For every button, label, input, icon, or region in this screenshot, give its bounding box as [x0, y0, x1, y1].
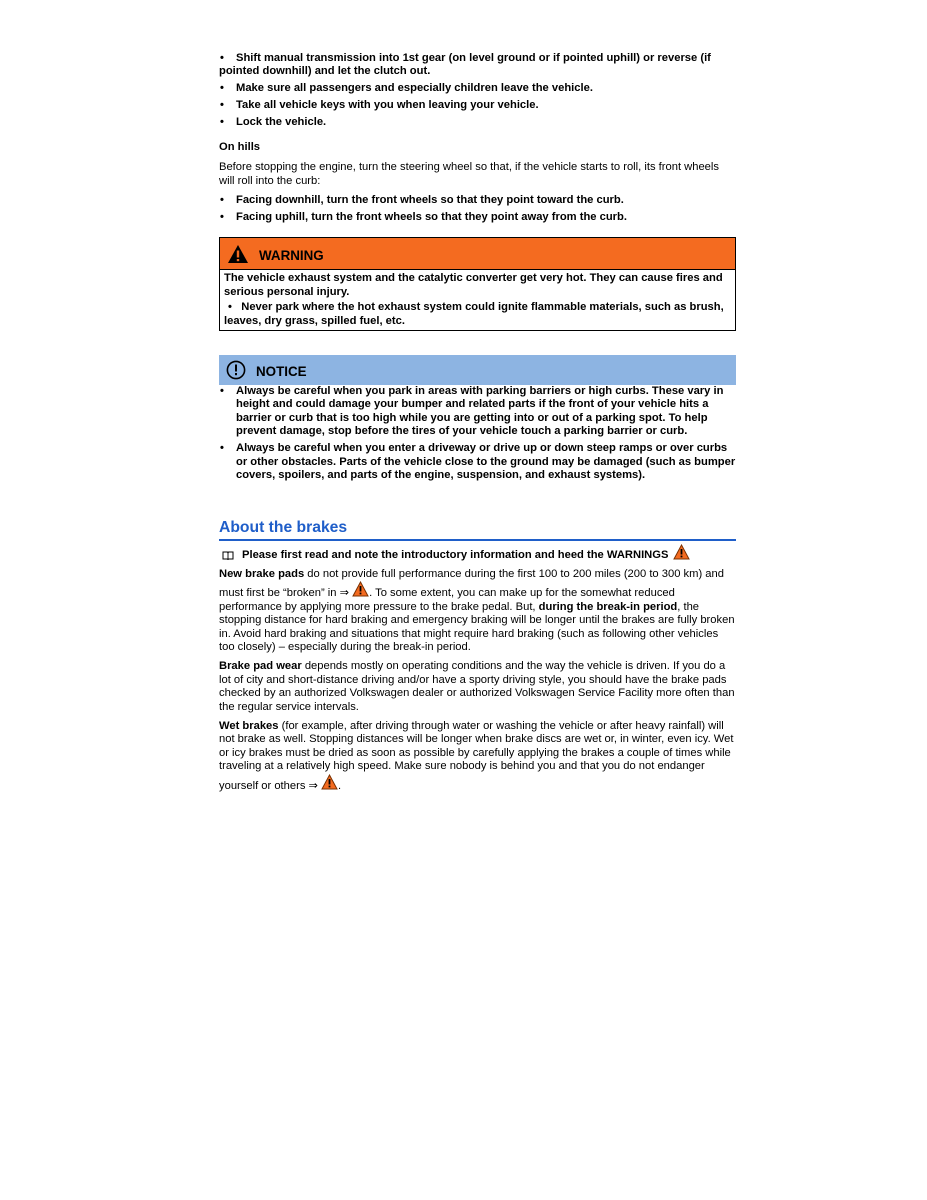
list-item: • Facing downhill, turn the front wheels so that they point toward the curb. — [219, 194, 736, 207]
warning-label: WARNING — [259, 248, 324, 264]
warning-header — [220, 238, 735, 270]
new-brake-pads-paragraph: New brake pads do not provide full performance during the first 100 to 200 miles (200 to 300 km) and must first be “broken” in ⇒ . To some extent, you can make up for the somewhat reduced performance by applying more pressure to the brake pedal. But, during the break-in period, the stopping distance for hard braking and emergency braking will be longer until the brakes are fully broken in. Avoid hard braking and situations that might require hard braking (such as following other vehicles too closely) – especially during the break-in period. — [219, 567, 735, 653]
list-item: • Facing uphill, turn the front wheels so that they point away from the curb. — [219, 211, 736, 224]
warning-item: • Never park where the hot exhaust system could ignite flammable materials, such as brush, leaves, dry grass, spilled fuel, etc. — [224, 301, 724, 327]
manual-page — [219, 52, 736, 799]
notice-box — [219, 355, 736, 482]
warning-text: The vehicle exhaust system and the catalytic converter get very hot. They can cause fires and serious personal injury. — [224, 272, 723, 298]
warning-box — [219, 237, 736, 331]
list-item: • Lock the vehicle. — [219, 116, 736, 129]
wet-brakes-paragraph: Wet brakes (for example, after driving through water or washing the vehicle or after heavy rainfall) will not brake as well. Stopping distances will be longer when brake discs are wet or, in winter, even icy. Wet or icy brakes must be dried as soon as possible by carefully applying the brakes a couple of times while traveling at a relatively high speed. Make sure nobody is behind you and that you do not endanger yourself or others ⇒ . — [219, 719, 734, 792]
brake-pad-wear-paragraph: Brake pad wear depends mostly on operating conditions and the way the vehicle is driven. If you do a lot of city and short-distance driving and/or have a sporty driving style, you should have the brake pads checked by an authorized Volkswagen dealer or authorized Volkswagen Service Facility more often than the regular service intervals. — [219, 660, 735, 713]
on-hills-heading: On hills — [219, 140, 261, 153]
list-item: • Always be careful when you park in areas with parking barriers or high curbs. These vary in height and could damage your bumper and related parts if the front of your vehicle hits a barrier or curb that is too high while you are getting into or out of a parking spot. To help prevent damage, stop before the tires of your vehicle touch a parking barrier or curb. — [219, 385, 736, 439]
on-hills-intro: Before stopping the engine, turn the steering wheel so that, if the vehicle starts to roll, its front wheels will roll into the curb: — [219, 161, 719, 187]
list-item: • Always be careful when you enter a driveway or drive up or down steep ramps or over curbs or other obstacles. Parts of the vehicle close to the ground may be damaged (such as bumper covers, spoilers, and parts of the engine, suspension, and exhaust systems). — [219, 442, 736, 482]
intro-note — [219, 549, 736, 562]
warning-triangle-icon — [227, 244, 249, 264]
notice-header — [219, 355, 736, 385]
list-item: • Shift manual transmission into 1st gear (on level ground or if pointed uphill) or reverse (if pointed downhill) and let the clutch out. — [219, 52, 736, 79]
intro-text: Please first read and note the introductory information and heed the WARNINGS — [242, 548, 669, 561]
list-item: • Make sure all passengers and especially children leave the vehicle. — [219, 82, 736, 95]
warning-triangle-icon — [321, 774, 338, 790]
notice-list — [219, 385, 736, 482]
notice-label: NOTICE — [256, 364, 307, 380]
warning-triangle-icon — [673, 544, 690, 560]
warning-triangle-icon — [352, 581, 369, 597]
section-title: About the brakes — [219, 519, 736, 541]
book-icon — [222, 550, 234, 560]
exclamation-circle-icon — [226, 360, 246, 380]
bullet-list-on-hills — [219, 194, 736, 224]
bullet-list-leaving-vehicle — [219, 52, 736, 130]
list-item: • Take all vehicle keys with you when leaving your vehicle. — [219, 99, 736, 112]
warning-body — [220, 270, 735, 330]
